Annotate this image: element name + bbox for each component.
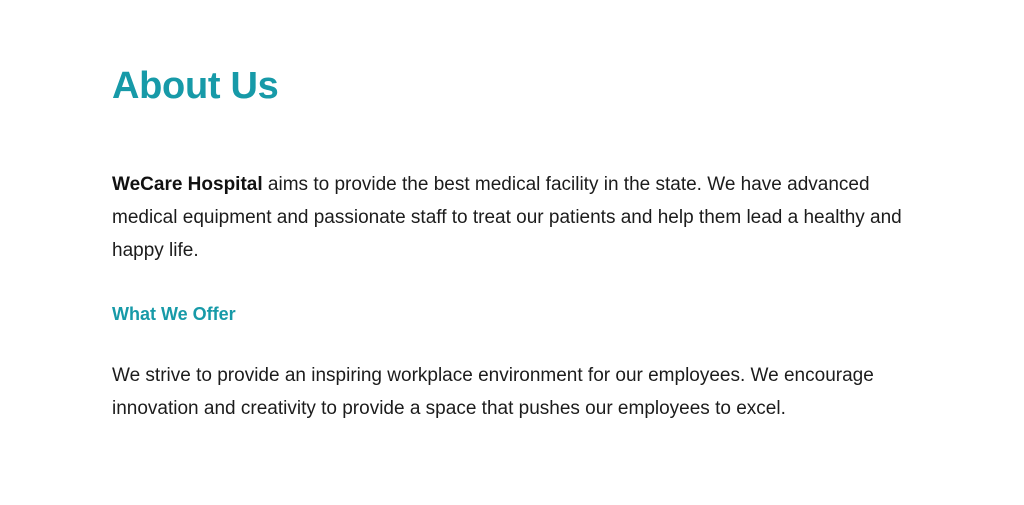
section-subheading: What We Offer: [112, 303, 236, 324]
document-content: [112, 64, 912, 444]
intro-paragraph: [112, 168, 902, 267]
intro-paragraph-text: aims to provide the best medical facility in the state. We have advanced medical equipment and passionate staff to treat our patients and help them lead a healthy and happy life.: [112, 173, 902, 261]
page-title: About Us: [112, 65, 279, 107]
offer-paragraph: We strive to provide an inspiring workplace environment for our employees. We encourage innovation and creativity to provide a space that pushes our employees to excel.: [112, 364, 874, 419]
organization-name: WeCare Hospital: [112, 173, 263, 195]
